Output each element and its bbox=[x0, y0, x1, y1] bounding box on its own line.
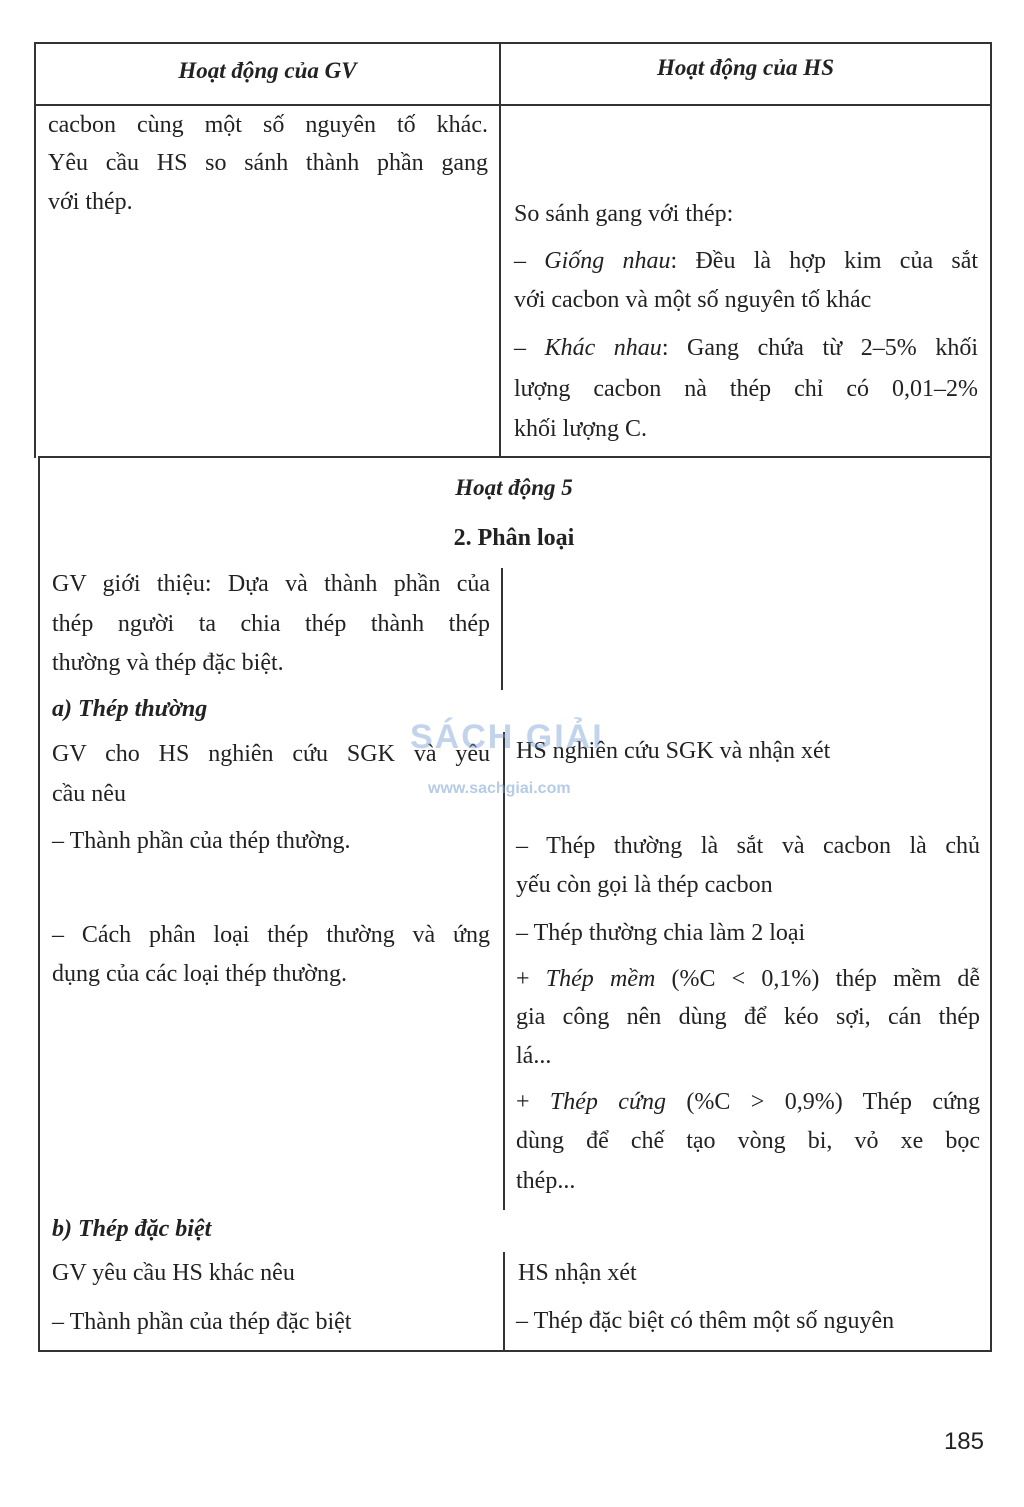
diff-label: Khác nhau bbox=[544, 335, 662, 361]
subheading-b: b) Thép đặc biệt bbox=[52, 1216, 212, 1242]
a-gv-item2-line: – Cách phân loại thép thường và ứng bbox=[52, 922, 490, 948]
a-hs-item2: – Thép thường chia làm 2 loại bbox=[516, 920, 806, 946]
row1-same-line1: – Giống nhau: Đều là hợp kim của sắt bbox=[514, 248, 979, 274]
hard-label: Thép cứng bbox=[549, 1089, 667, 1115]
row1-bottom-border bbox=[38, 456, 992, 458]
header-hs: Hoạt động của HS bbox=[656, 55, 834, 80]
row1-gv-line: với thép. bbox=[48, 189, 133, 215]
soft-steel-line2: gia công nên dùng để kéo sợi, cán thép bbox=[516, 1004, 980, 1030]
subheading-a: a) Thép thường bbox=[52, 696, 208, 722]
watermark-url: www.sachgiai.com bbox=[428, 780, 571, 797]
intro-line: thép người ta chia thép thành thép bbox=[52, 611, 490, 637]
row1-diff-line3: khối lượng C. bbox=[514, 416, 648, 442]
soft-steel-line1: + Thép mềm (%C < 0,1%) thép mềm dễ bbox=[516, 966, 980, 992]
watermark-logo: SÁCH GIẢI bbox=[410, 718, 604, 756]
b-hs-item: – Thép đặc biệt có thêm một số nguyên bbox=[516, 1308, 895, 1334]
row1-same-line2: với cacbon và một số nguyên tố khác bbox=[514, 287, 872, 313]
column-divider-a bbox=[503, 732, 505, 1210]
a-hs-item1-line1: – Thép thường là sắt và cacbon là chủ bbox=[516, 833, 980, 859]
a-hs-item1-line2: yếu còn gọi là thép cacbon bbox=[516, 872, 773, 898]
intro-line: thường và thép đặc biệt. bbox=[52, 650, 284, 676]
table-left-border-lower bbox=[38, 456, 40, 1352]
row1-gv-line: cacbon cùng một số nguyên tố khác. bbox=[48, 112, 488, 138]
row1-hs-intro: So sánh gang với thép: bbox=[514, 201, 734, 227]
same-label: Giống nhau bbox=[544, 248, 671, 274]
a-hs-text: HS nghiên cứu SGK và nhận xét bbox=[516, 738, 831, 764]
b-gv-text: GV yêu cầu HS khác nêu bbox=[52, 1260, 295, 1286]
row1-diff-line1: – Khác nhau: Gang chứa từ 2–5% khối bbox=[514, 335, 978, 361]
b-hs-text: HS nhận xét bbox=[518, 1260, 637, 1286]
page-number: 185 bbox=[943, 1428, 984, 1455]
activity-title: Hoạt động 5 bbox=[455, 475, 573, 500]
hard-steel-line3: thép... bbox=[516, 1168, 576, 1194]
column-divider-top bbox=[499, 42, 501, 458]
row1-gv-line: Yêu cầu HS so sánh thành phần gang bbox=[48, 150, 488, 176]
row1-diff-line2: lượng cacbon nà thép chỉ có 0,01–2% bbox=[514, 376, 978, 402]
a-gv-line: GV cho HS nghiên cứu SGK và yêu bbox=[52, 741, 490, 767]
soft-label: Thép mềm bbox=[545, 966, 656, 992]
a-gv-item1: – Thành phần của thép thường. bbox=[52, 828, 351, 854]
table-right-border bbox=[990, 42, 992, 1352]
table-left-border bbox=[34, 42, 36, 458]
section-title: 2. Phân loại bbox=[453, 525, 575, 551]
intro-line: GV giới thiệu: Dựa và thành phần của bbox=[52, 571, 490, 597]
soft-steel-line3: lá... bbox=[516, 1043, 552, 1069]
table-bottom-border bbox=[40, 1350, 992, 1352]
header-gv: Hoạt động của GV bbox=[178, 58, 357, 83]
hard-steel-line1: + Thép cứng (%C > 0,9%) Thép cứng bbox=[516, 1089, 980, 1115]
column-divider-b bbox=[503, 1252, 505, 1352]
table-top-border bbox=[34, 42, 992, 44]
a-gv-item2-line: dụng của các loại thép thường. bbox=[52, 961, 347, 987]
column-divider-intro bbox=[501, 568, 503, 690]
a-gv-line: cầu nêu bbox=[52, 781, 126, 807]
hard-steel-line2: dùng để chế tạo vòng bi, vỏ xe bọc bbox=[516, 1128, 980, 1154]
b-gv-item: – Thành phần của thép đặc biệt bbox=[52, 1309, 352, 1335]
